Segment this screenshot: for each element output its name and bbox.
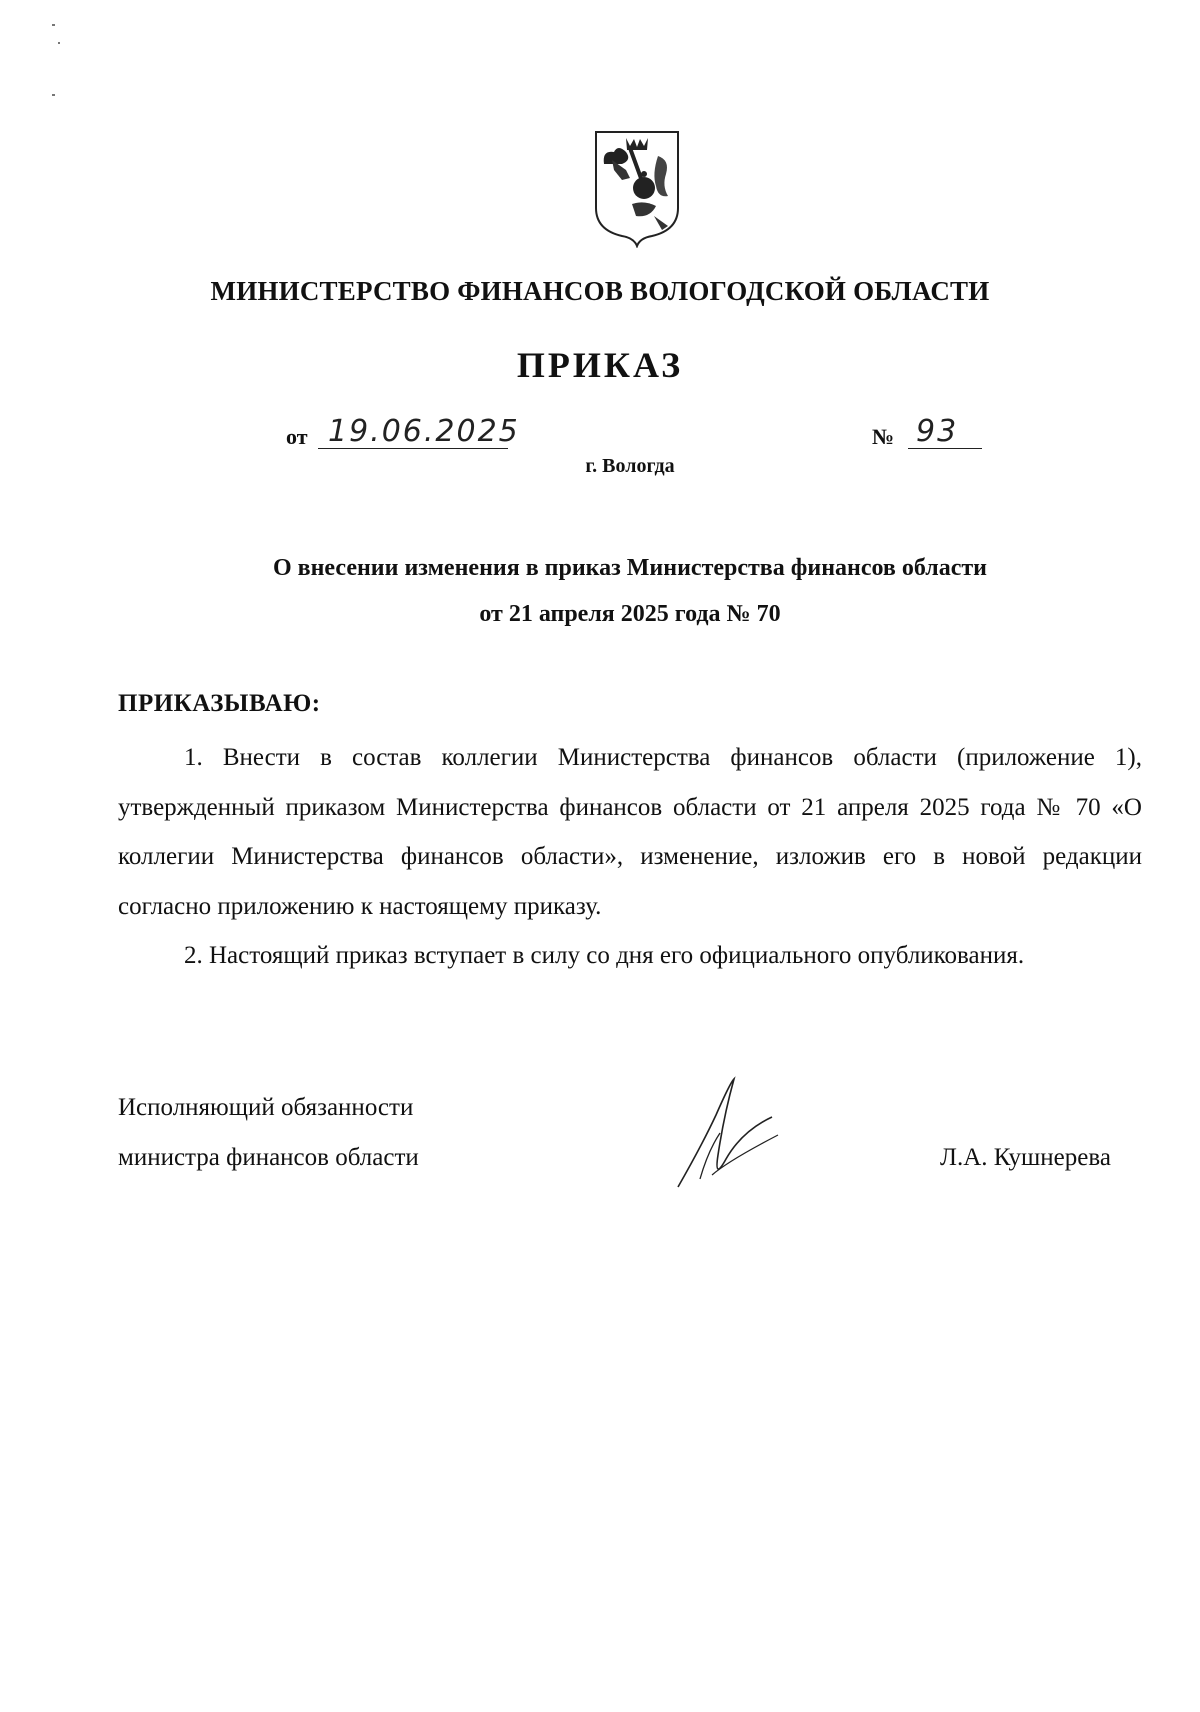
ministry-name: МИНИСТЕРСТВО ФИНАНСОВ ВОЛОГОДСКОЙ ОБЛАСТИ <box>210 276 990 306</box>
scan-speck <box>52 24 55 26</box>
signatory-position <box>118 1083 419 1183</box>
decree-heading: ПРИКАЗЫВАЮ: <box>118 690 321 717</box>
document-type-title: ПРИКАЗ <box>516 345 684 385</box>
city-label: г. Вологда <box>585 455 675 477</box>
paragraph-1: 1. Внести в состав коллегии Министерства финансов области (приложение 1), утвержденный приказом Министерства финансов области от 21 апреля 2025 года № 70 «О коллегии Министерства финансов области», изменение, изложив его в новой редакции согласно приложению к настоящему приказу. <box>118 744 1142 920</box>
signatory-name: Л.А. Кушнерева <box>940 1144 1111 1171</box>
subject-line-1: О внесении изменения в приказ Министерства финансов области <box>272 555 988 581</box>
position-line-2: министра финансов области <box>118 1144 419 1171</box>
handwritten-signature-icon <box>672 1075 782 1195</box>
scan-speck <box>52 94 55 96</box>
handwritten-number: 93 <box>916 414 959 449</box>
date-label: от <box>286 424 308 449</box>
paragraph-2: 2. Настоящий приказ вступает в силу со дня его официального опубликования. <box>184 942 1025 969</box>
order-body <box>118 733 1142 981</box>
position-line-1: Исполняющий обязанности <box>118 1094 414 1121</box>
scan-speck <box>58 42 60 44</box>
order-subject <box>150 545 1110 637</box>
handwritten-date: 19.06.2025 <box>328 414 520 449</box>
number-label: № <box>872 424 895 449</box>
subject-line-2: от 21 апреля 2025 года № 70 <box>479 601 781 627</box>
coat-of-arms-icon <box>592 130 682 248</box>
